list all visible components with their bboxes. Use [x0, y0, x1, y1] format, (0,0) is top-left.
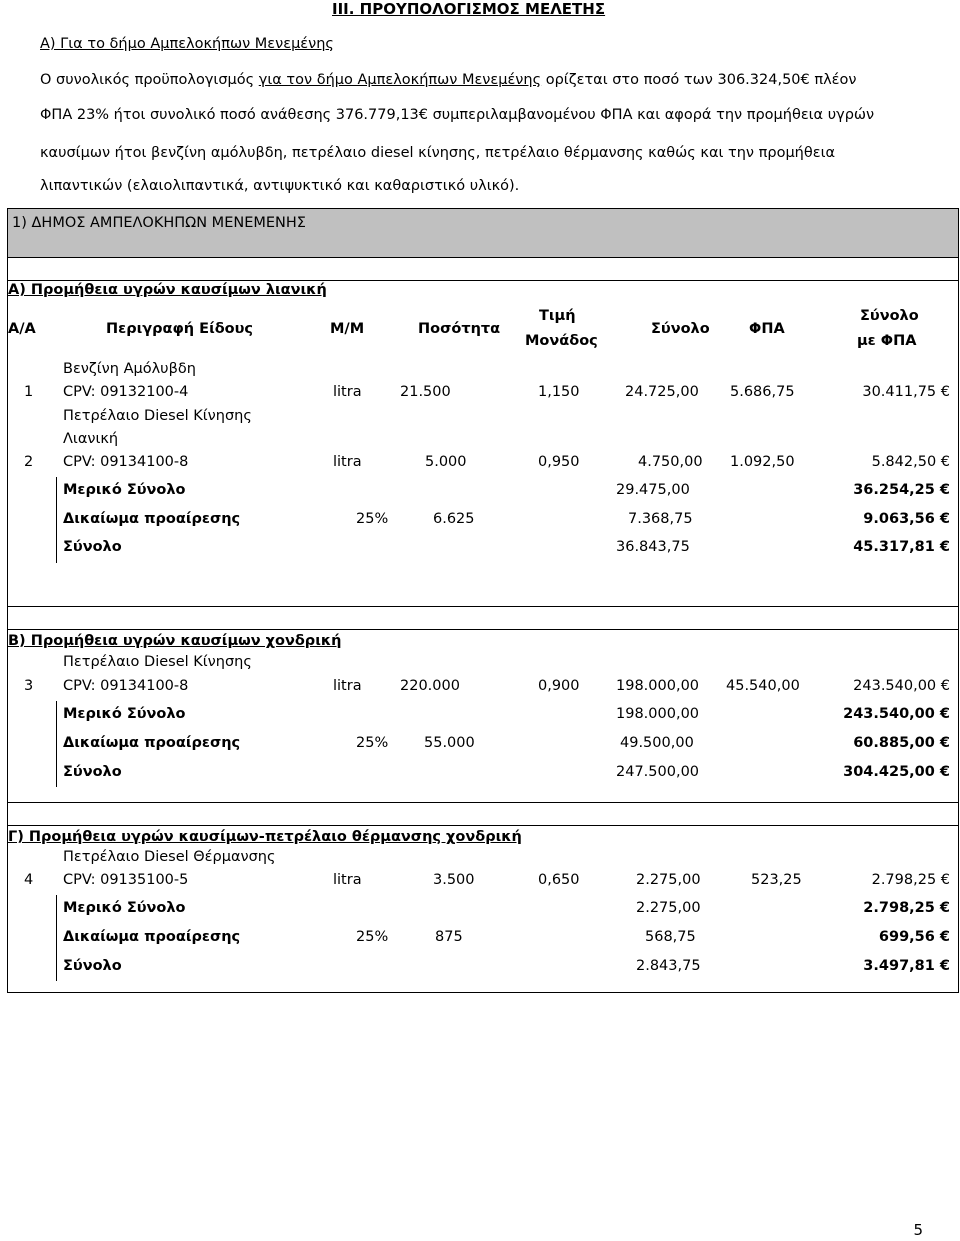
item4-vat: 523,25 [751, 872, 802, 888]
section-b-title: Β) Προμήθεια υγρών καυσίμων χονδρική [8, 633, 342, 649]
item3-vat: 45.540,00 [726, 678, 800, 694]
option-vat-c: 699,56 € [878, 929, 950, 945]
item4-total-vat: 2.798,25 € [871, 872, 950, 888]
option-pct-a: 25% [356, 511, 389, 527]
section-b [8, 630, 959, 803]
intro-text: Ο συνολικός προϋπολογισμός [40, 72, 259, 88]
spacer-row [8, 607, 959, 630]
grand-vat-b: 304.425,00 € [843, 764, 950, 780]
item2-desc1: Πετρέλαιο Diesel Κίνησης [63, 408, 252, 424]
intro-text-underlined: για τον δήμο Αμπελοκήπων Μενεμένης [258, 72, 542, 88]
item1-price: 1,150 [538, 384, 580, 400]
option-vat-b: 60.885,00 € [853, 735, 950, 751]
subtotal-vat-a: 36.254,25 € [853, 482, 950, 498]
item2-vat: 1.092,50 [730, 454, 795, 470]
item4-aa: 4 [24, 872, 34, 888]
option-label-a: Δικαίωμα προαίρεσης [63, 511, 241, 527]
item2-price: 0,950 [538, 454, 580, 470]
item4-price: 0,650 [538, 872, 580, 888]
header-price-line2: Μονάδος [525, 333, 598, 349]
item4-unit: litra [333, 872, 362, 888]
item1-desc1: Βενζίνη Αμόλυβδη [63, 361, 196, 377]
budget-table [7, 208, 959, 993]
option-total-a: 7.368,75 [628, 511, 693, 527]
document-title: ΙΙΙ. ΠΡΟΥΠΟΛΟΓΙΣΜΟΣ ΜΕΛΕΤΗΣ [332, 0, 606, 18]
intro-text: ορίζεται στο ποσό των 306.324,50€ πλέον [541, 72, 857, 88]
option-total-b: 49.500,00 [620, 735, 694, 751]
section-c-title: Γ) Προμήθεια υγρών καυσίμων-πετρέλαιο θέρμανσης χονδρική [8, 829, 522, 845]
option-qty-a: 6.625 [433, 511, 475, 527]
item1-desc2: CPV: 09132100-4 [63, 384, 189, 400]
item1-aa: 1 [24, 384, 34, 400]
spacer-row [8, 803, 959, 826]
header-price-line1: Τιμή [539, 308, 576, 324]
grand-label-a: Σύνολο [63, 539, 122, 555]
item1-quantity: 21.500 [400, 384, 451, 400]
grand-vat-c: 3.497,81 € [863, 958, 950, 974]
item2-aa: 2 [24, 454, 34, 470]
option-pct-c: 25% [356, 929, 389, 945]
subtotal-c: 2.275,00 [636, 900, 701, 916]
item1-total-vat: 30.411,75 € [862, 384, 950, 400]
header-description: Περιγραφή Είδους [106, 321, 254, 337]
item2-desc2: Λιανική [63, 431, 119, 447]
item4-desc1: Πετρέλαιο Diesel Θέρμανσης [63, 849, 276, 865]
grand-label-c: Σύνολο [63, 958, 122, 974]
intro-line-2: ΦΠΑ 23% ήτοι συνολικό ποσό ανάθεσης 376.779,13€ συμπεριλαμβανομένου ΦΠΑ και αφορά την προμήθεια υγρών [40, 107, 875, 123]
item2-desc3: CPV: 09134100-8 [63, 454, 189, 470]
item3-desc1: Πετρέλαιο Diesel Κίνησης [63, 654, 252, 670]
item2-quantity: 5.000 [425, 454, 467, 470]
spacer-row [8, 258, 959, 281]
intro-line-1 [40, 72, 856, 88]
item3-unit: litra [333, 678, 362, 694]
item3-desc2: CPV: 09134100-8 [63, 678, 189, 694]
item3-quantity: 220.000 [400, 678, 460, 694]
option-label-b: Δικαίωμα προαίρεσης [63, 735, 241, 751]
option-pct-b: 25% [356, 735, 389, 751]
header-vat: ΦΠΑ [749, 321, 785, 337]
option-total-c: 568,75 [645, 929, 696, 945]
item3-total-vat: 243.540,00 € [853, 678, 950, 694]
section-c [8, 826, 959, 993]
item1-total: 24.725,00 [625, 384, 699, 400]
subtotal-b: 198.000,00 [616, 706, 700, 722]
subtotal-label-b: Μερικό Σύνολο [63, 706, 186, 722]
subtotal-vat-c: 2.798,25 € [863, 900, 950, 916]
intro-line-3: καυσίμων ήτοι βενζίνη αμόλυβδη, πετρέλαιο diesel κίνησης, πετρέλαιο θέρμανσης καθώς και την προμήθεια [40, 145, 836, 161]
item1-vat: 5.686,75 [730, 384, 795, 400]
municipality-title: 1) ΔΗΜΟΣ ΑΜΠΕΛΟΚΗΠΩΝ ΜΕΝΕΜΕΝΗΣ [12, 215, 306, 231]
subtotal-label-a: Μερικό Σύνολο [63, 482, 186, 498]
option-qty-c: 875 [435, 929, 463, 945]
subtotal-label-c: Μερικό Σύνολο [63, 900, 186, 916]
option-label-c: Δικαίωμα προαίρεσης [63, 929, 241, 945]
header-total-vat-line1: Σύνολο [860, 308, 919, 324]
header-unit: Μ/Μ [330, 321, 365, 337]
option-vat-a: 9.063,56 € [863, 511, 950, 527]
item4-desc2: CPV: 09135100-5 [63, 872, 189, 888]
grand-label-b: Σύνολο [63, 764, 122, 780]
subtotal-vat-b: 243.540,00 € [843, 706, 950, 722]
header-total: Σύνολο [651, 321, 710, 337]
grand-a: 36.843,75 [616, 539, 690, 555]
item4-quantity: 3.500 [433, 872, 475, 888]
subtotal-a: 29.475,00 [616, 482, 690, 498]
section-heading: Α) Για το δήμο Αμπελοκήπων Μενεμένης [40, 36, 334, 52]
option-qty-b: 55.000 [424, 735, 475, 751]
item3-price: 0,900 [538, 678, 580, 694]
item2-total: 4.750,00 [638, 454, 703, 470]
intro-line-4: λιπαντικών (ελαιολιπαντικά, αντιψυκτικό και καθαριστικό υλικό). [40, 178, 520, 194]
item2-total-vat: 5.842,50 € [871, 454, 950, 470]
section-a [8, 281, 959, 607]
header-total-vat-line2: με ΦΠΑ [857, 333, 917, 349]
item4-total: 2.275,00 [636, 872, 701, 888]
item3-total: 198.000,00 [616, 678, 700, 694]
header-quantity: Ποσότητα [418, 321, 501, 337]
item1-unit: litra [333, 384, 362, 400]
grand-b: 247.500,00 [616, 764, 700, 780]
grand-vat-a: 45.317,81 € [853, 539, 950, 555]
municipality-band [8, 209, 959, 258]
page-number: 5 [913, 1221, 923, 1239]
item2-unit: litra [333, 454, 362, 470]
section-a-title: Α) Προμήθεια υγρών καυσίμων λιανική [8, 282, 327, 298]
header-aa: Α/Α [8, 321, 36, 337]
grand-c: 2.843,75 [636, 958, 701, 974]
item3-aa: 3 [24, 678, 34, 694]
